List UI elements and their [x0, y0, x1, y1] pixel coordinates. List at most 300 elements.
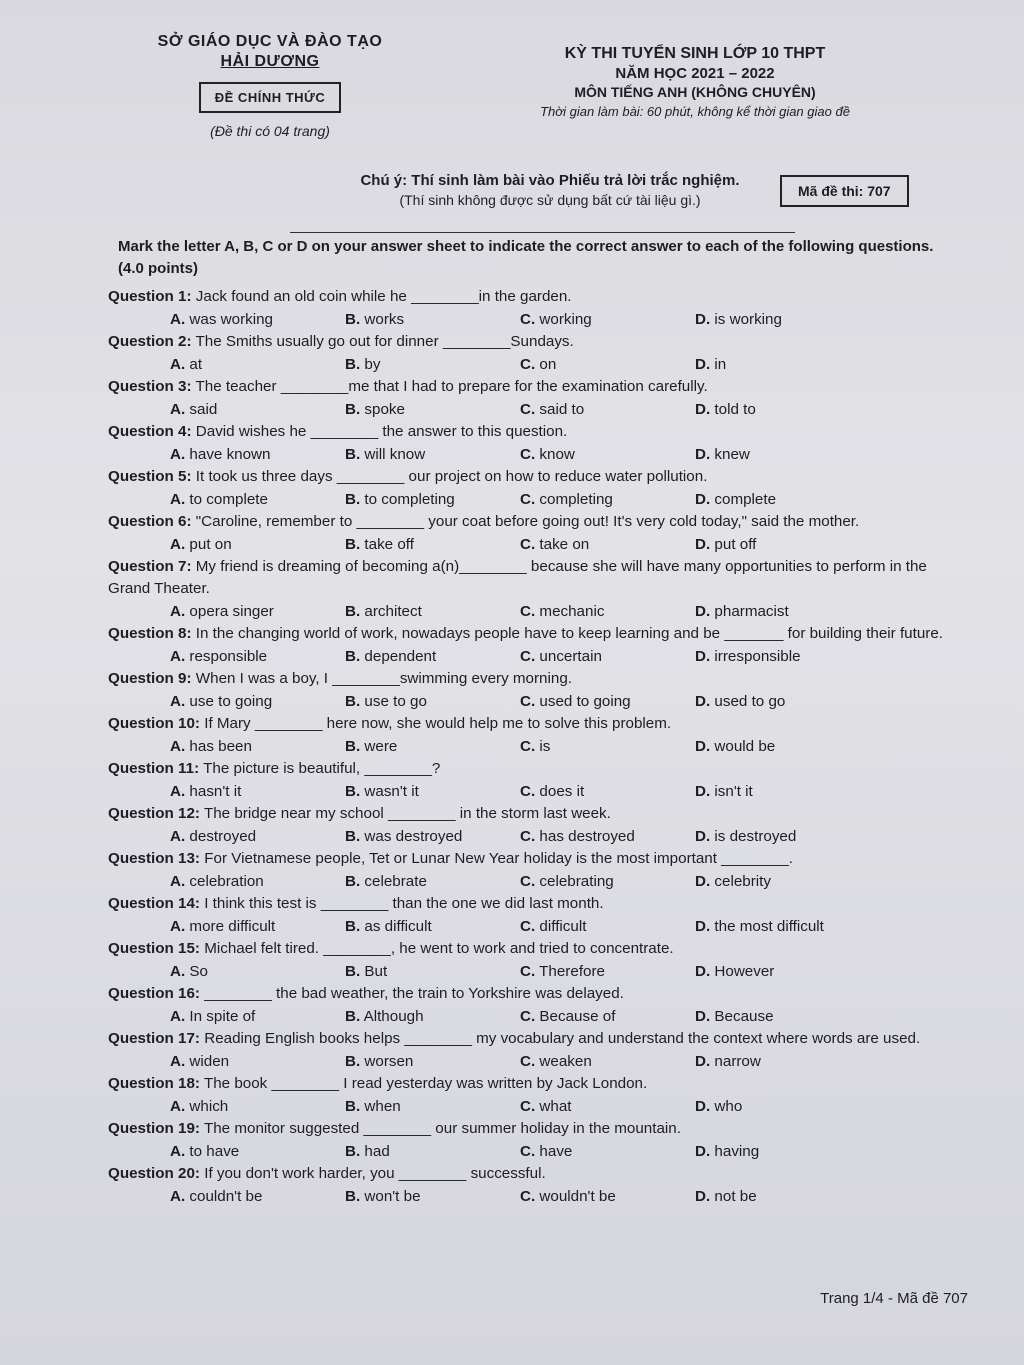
- question-text: I think this test is ________ than the one we did last month.: [204, 895, 604, 912]
- answer-option[interactable]: [345, 1140, 520, 1163]
- question-text: In the changing world of work, nowadays people have to keep learning and be _______ for building their future.: [195, 625, 944, 642]
- option-text: who: [714, 1098, 743, 1115]
- answer-option[interactable]: [695, 825, 870, 848]
- option-text: had: [364, 1143, 390, 1160]
- pages-note: (Đề thi có 04 trang): [210, 123, 330, 139]
- question-item: [108, 556, 968, 623]
- option-letter: A.: [170, 1053, 186, 1070]
- answer-option[interactable]: [695, 780, 870, 803]
- option-letter: D.: [695, 1143, 711, 1160]
- answer-options: [108, 1140, 968, 1163]
- option-letter: C.: [520, 603, 536, 620]
- option-text: responsible: [189, 648, 268, 665]
- option-text: complete: [714, 491, 777, 508]
- divider: [290, 232, 795, 233]
- option-letter: A.: [170, 648, 186, 665]
- question-number: Question 6:: [108, 513, 192, 530]
- option-letter: D.: [695, 828, 711, 845]
- option-text: the most difficult: [714, 918, 824, 935]
- option-text: know: [539, 446, 575, 463]
- answer-option[interactable]: [520, 443, 695, 466]
- option-letter: B.: [345, 693, 361, 710]
- option-letter: B.: [345, 1053, 361, 1070]
- answer-option[interactable]: [695, 443, 870, 466]
- option-letter: B.: [345, 738, 361, 755]
- question-number: Question 15:: [108, 940, 200, 957]
- option-letter: D.: [695, 1098, 711, 1115]
- notice-line-2: (Thí sinh không được sử dụng bất cứ tài liệu gì.): [399, 192, 701, 208]
- answer-option[interactable]: [520, 825, 695, 848]
- question-item: [108, 376, 968, 421]
- option-letter: B.: [345, 401, 361, 418]
- option-letter: A.: [170, 311, 186, 328]
- answer-option[interactable]: [345, 735, 520, 758]
- answer-options: [108, 533, 968, 556]
- option-letter: D.: [695, 1188, 711, 1205]
- answer-option[interactable]: [170, 690, 345, 713]
- answer-option[interactable]: [695, 1095, 870, 1118]
- option-letter: C.: [520, 1188, 536, 1205]
- answer-option[interactable]: [695, 915, 870, 938]
- option-letter: C.: [520, 783, 536, 800]
- option-letter: C.: [520, 828, 536, 845]
- option-text: as difficult: [364, 918, 432, 935]
- option-letter: B.: [345, 311, 361, 328]
- answer-option[interactable]: [520, 1140, 695, 1163]
- option-text: spoke: [364, 401, 405, 418]
- question-number: Question 1:: [108, 288, 192, 305]
- answer-options: [108, 735, 968, 758]
- option-text: take off: [364, 536, 414, 553]
- question-item: [108, 286, 968, 331]
- option-text: difficult: [539, 918, 587, 935]
- option-text: wouldn't be: [539, 1188, 616, 1205]
- option-text: Although: [363, 1008, 424, 1025]
- question-stem: [108, 466, 968, 488]
- option-text: by: [364, 356, 381, 373]
- answer-option[interactable]: [170, 1185, 345, 1208]
- question-item: [108, 803, 968, 848]
- question-number: Question 3:: [108, 378, 192, 395]
- option-text: put on: [189, 536, 232, 553]
- answer-option[interactable]: [170, 353, 345, 376]
- option-letter: C.: [520, 873, 536, 890]
- option-text: is: [539, 738, 551, 755]
- option-letter: A.: [170, 1098, 186, 1115]
- option-text: would be: [714, 738, 776, 755]
- option-text: is destroyed: [714, 828, 797, 845]
- option-letter: B.: [345, 873, 361, 890]
- answer-option[interactable]: [695, 690, 870, 713]
- answer-option[interactable]: [345, 1050, 520, 1073]
- answer-option[interactable]: [695, 533, 870, 556]
- answer-option[interactable]: [170, 960, 345, 983]
- option-letter: D.: [695, 918, 711, 935]
- option-text: told to: [714, 401, 756, 418]
- answer-option[interactable]: [170, 308, 345, 331]
- answer-option[interactable]: [520, 960, 695, 983]
- option-text: were: [364, 738, 398, 755]
- question-text: My friend is dreaming of becoming a(n)________ because she will have many opportunities to perform in the Grand Theater.: [108, 558, 927, 597]
- answer-option[interactable]: [170, 1005, 345, 1028]
- question-text: The teacher ________me that I had to prepare for the examination carefully.: [195, 378, 708, 395]
- answer-option[interactable]: [345, 1095, 520, 1118]
- answer-options: [108, 645, 968, 668]
- answer-option[interactable]: [695, 960, 870, 983]
- option-text: working: [539, 311, 592, 328]
- question-number: Question 12:: [108, 805, 200, 822]
- option-letter: B.: [345, 1008, 361, 1025]
- answer-options: [108, 780, 968, 803]
- option-letter: C.: [520, 918, 536, 935]
- option-letter: C.: [520, 446, 536, 463]
- page-footer: Trang 1/4 - Mã đề 707: [820, 1290, 968, 1307]
- answer-option[interactable]: [345, 690, 520, 713]
- answer-option[interactable]: [695, 1005, 870, 1028]
- notice-line-1: Chú ý: Thí sinh làm bài vào Phiếu trả lời trắc nghiệm.: [360, 172, 740, 189]
- question-number: Question 19:: [108, 1120, 200, 1137]
- instructions: Mark the letter A, B, C or D on your answer sheet to indicate the correct answer to each of the following questions. (4.0 points): [118, 238, 934, 277]
- answer-option[interactable]: [170, 915, 345, 938]
- answer-option[interactable]: [345, 353, 520, 376]
- question-stem: [108, 983, 968, 1005]
- option-text: said to: [539, 401, 585, 418]
- answer-option[interactable]: [520, 1005, 695, 1028]
- option-letter: D.: [695, 446, 711, 463]
- answer-option[interactable]: [520, 1185, 695, 1208]
- department-name: SỞ GIÁO DỤC VÀ ĐÀO TẠO: [157, 33, 383, 50]
- option-text: Because: [714, 1008, 774, 1025]
- option-letter: B.: [345, 603, 361, 620]
- option-text: celebrate: [364, 873, 427, 890]
- answer-option[interactable]: [345, 780, 520, 803]
- answer-options: [108, 870, 968, 893]
- option-letter: B.: [345, 446, 361, 463]
- option-text: have: [539, 1143, 573, 1160]
- question-text: Michael felt tired. ________, he went to work and tried to concentrate.: [204, 940, 674, 957]
- answer-options: [108, 488, 968, 511]
- answer-option[interactable]: [170, 1050, 345, 1073]
- option-letter: B.: [345, 783, 361, 800]
- option-letter: A.: [170, 356, 186, 373]
- option-text: worsen: [364, 1053, 414, 1070]
- answer-options: [108, 1185, 968, 1208]
- option-letter: C.: [520, 356, 536, 373]
- answer-option[interactable]: [170, 443, 345, 466]
- question-number: Question 10:: [108, 715, 200, 732]
- answer-option[interactable]: [170, 600, 345, 623]
- answer-option[interactable]: [345, 443, 520, 466]
- option-letter: A.: [170, 1143, 186, 1160]
- answer-option[interactable]: [520, 600, 695, 623]
- answer-option[interactable]: [520, 870, 695, 893]
- question-stem: [108, 376, 968, 398]
- question-stem: [108, 1118, 968, 1140]
- question-stem: [108, 286, 968, 308]
- answer-option[interactable]: [345, 915, 520, 938]
- option-text: at: [189, 356, 203, 373]
- option-text: architect: [364, 603, 422, 620]
- question-number: Question 2:: [108, 333, 192, 350]
- option-letter: A.: [170, 1008, 186, 1025]
- option-letter: B.: [345, 963, 361, 980]
- answer-option[interactable]: [170, 1095, 345, 1118]
- question-number: Question 17:: [108, 1030, 200, 1047]
- option-letter: A.: [170, 873, 186, 890]
- option-text: irresponsible: [714, 648, 801, 665]
- answer-option[interactable]: [695, 398, 870, 421]
- question-stem: [108, 713, 968, 735]
- option-text: narrow: [714, 1053, 761, 1070]
- answer-options: [108, 600, 968, 623]
- question-number: Question 4:: [108, 423, 192, 440]
- answer-option[interactable]: [170, 488, 345, 511]
- answer-option[interactable]: [170, 398, 345, 421]
- question-number: Question 20:: [108, 1165, 200, 1182]
- answer-options: [108, 353, 968, 376]
- option-letter: A.: [170, 783, 186, 800]
- question-text: If you don't work harder, you ________ successful.: [204, 1165, 546, 1182]
- option-letter: C.: [520, 648, 536, 665]
- option-letter: D.: [695, 401, 711, 418]
- answer-option[interactable]: [520, 488, 695, 511]
- answer-options: [108, 690, 968, 713]
- option-text: put off: [714, 536, 757, 553]
- question-stem: [108, 511, 968, 533]
- answer-option[interactable]: [345, 870, 520, 893]
- question-text: The monitor suggested ________ our summer holiday in the mountain.: [203, 1120, 681, 1137]
- question-number: Question 7:: [108, 558, 192, 575]
- option-letter: D.: [695, 1053, 711, 1070]
- school-year: NĂM HỌC 2021 – 2022: [615, 65, 775, 82]
- answer-option[interactable]: [345, 645, 520, 668]
- answer-option[interactable]: [520, 1050, 695, 1073]
- option-text: take on: [539, 536, 590, 553]
- answer-option[interactable]: [520, 533, 695, 556]
- question-item: [108, 848, 968, 893]
- answer-option[interactable]: [170, 870, 345, 893]
- option-text: in: [714, 356, 727, 373]
- option-text: couldn't be: [189, 1188, 263, 1205]
- option-text: was destroyed: [364, 828, 463, 845]
- answer-options: [108, 308, 968, 331]
- answer-option[interactable]: [170, 533, 345, 556]
- answer-options: [108, 443, 968, 466]
- official-label: ĐỀ CHÍNH THỨC: [199, 82, 341, 113]
- subject: MÔN TIẾNG ANH (KHÔNG CHUYÊN): [574, 84, 816, 100]
- answer-options: [108, 1005, 968, 1028]
- question-item: [108, 466, 968, 511]
- answer-option[interactable]: [520, 398, 695, 421]
- answer-option[interactable]: [345, 1185, 520, 1208]
- option-text: having: [714, 1143, 760, 1160]
- answer-option[interactable]: [695, 645, 870, 668]
- answer-options: [108, 398, 968, 421]
- option-text: to have: [189, 1143, 240, 1160]
- option-letter: C.: [520, 963, 536, 980]
- question-item: [108, 893, 968, 938]
- option-letter: C.: [520, 536, 536, 553]
- option-letter: A.: [170, 828, 186, 845]
- question-item: [108, 331, 968, 376]
- option-text: will know: [364, 446, 426, 463]
- option-letter: A.: [170, 1188, 186, 1205]
- answer-option[interactable]: [520, 780, 695, 803]
- question-stem: [108, 938, 968, 960]
- option-letter: A.: [170, 693, 186, 710]
- option-text: opera singer: [189, 603, 274, 620]
- question-stem: [108, 421, 968, 443]
- time-note: Thời gian làm bài: 60 phút, không kể thời gian giao đề: [540, 104, 850, 119]
- question-stem: [108, 803, 968, 825]
- option-text: uncertain: [539, 648, 602, 665]
- question-number: Question 9:: [108, 670, 192, 687]
- question-number: Question 5:: [108, 468, 192, 485]
- answer-option[interactable]: [170, 1140, 345, 1163]
- option-text: pharmacist: [714, 603, 789, 620]
- answer-option[interactable]: [345, 1005, 520, 1028]
- question-stem: [108, 1163, 968, 1185]
- option-letter: C.: [520, 1008, 536, 1025]
- option-letter: D.: [695, 693, 711, 710]
- option-text: not be: [714, 1188, 757, 1205]
- header-left: [150, 32, 390, 139]
- question-stem: [108, 331, 968, 353]
- answer-option[interactable]: [520, 690, 695, 713]
- option-text: But: [364, 963, 388, 980]
- option-text: However: [714, 963, 775, 980]
- question-stem: [108, 758, 968, 780]
- option-text: to completing: [364, 491, 455, 508]
- option-letter: B.: [345, 1143, 361, 1160]
- option-letter: A.: [170, 963, 186, 980]
- answer-option[interactable]: [520, 353, 695, 376]
- option-letter: D.: [695, 1008, 711, 1025]
- answer-option[interactable]: [695, 735, 870, 758]
- question-stem: [108, 623, 968, 645]
- answer-option[interactable]: [345, 825, 520, 848]
- option-text: does it: [539, 783, 585, 800]
- question-text: The Smiths usually go out for dinner ________Sundays.: [195, 333, 574, 350]
- option-text: In spite of: [189, 1008, 256, 1025]
- question-text: When I was a boy, I ________swimming every morning.: [195, 670, 572, 687]
- option-letter: B.: [345, 648, 361, 665]
- option-text: isn't it: [714, 783, 753, 800]
- answer-option[interactable]: [695, 1185, 870, 1208]
- answer-option[interactable]: [695, 308, 870, 331]
- option-text: said: [189, 401, 218, 418]
- question-item: [108, 668, 968, 713]
- answer-option[interactable]: [695, 600, 870, 623]
- answer-option[interactable]: [345, 308, 520, 331]
- option-letter: D.: [695, 603, 711, 620]
- option-letter: B.: [345, 1098, 361, 1115]
- option-letter: B.: [345, 1188, 361, 1205]
- option-text: So: [189, 963, 208, 980]
- option-letter: D.: [695, 356, 711, 373]
- option-letter: D.: [695, 648, 711, 665]
- option-text: which: [189, 1098, 229, 1115]
- question-text: Reading English books helps ________ my vocabulary and understand the context where words are used.: [204, 1030, 921, 1047]
- question-text: "Caroline, remember to ________ your coat before going out! It's very cold today," said the mother.: [195, 513, 860, 530]
- question-item: [108, 758, 968, 803]
- option-text: wasn't it: [364, 783, 419, 800]
- answer-option[interactable]: [170, 645, 345, 668]
- question-item: [108, 1073, 968, 1118]
- answer-options: [108, 825, 968, 848]
- option-letter: C.: [520, 738, 536, 755]
- option-text: to complete: [189, 491, 268, 508]
- answer-option[interactable]: [520, 915, 695, 938]
- answer-option[interactable]: [695, 353, 870, 376]
- answer-option[interactable]: [695, 1050, 870, 1073]
- answer-option[interactable]: [695, 870, 870, 893]
- option-text: weaken: [539, 1053, 592, 1070]
- question-item: [108, 1028, 968, 1073]
- answer-options: [108, 1095, 968, 1118]
- option-text: use to going: [189, 693, 273, 710]
- option-text: more difficult: [189, 918, 276, 935]
- answer-option[interactable]: [345, 398, 520, 421]
- answer-option[interactable]: [345, 600, 520, 623]
- answer-option[interactable]: [520, 308, 695, 331]
- question-text: It took us three days ________ our project on how to reduce water pollution.: [195, 468, 708, 485]
- question-text: If Mary ________ here now, she would help me to solve this problem.: [204, 715, 672, 732]
- option-letter: D.: [695, 963, 711, 980]
- province-name: HẢI DƯƠNG: [220, 53, 320, 70]
- answer-option[interactable]: [170, 780, 345, 803]
- option-text: celebration: [189, 873, 264, 890]
- answer-options: [108, 915, 968, 938]
- notice: [320, 172, 780, 208]
- question-stem: [108, 1028, 968, 1050]
- answer-option[interactable]: [520, 645, 695, 668]
- option-text: used to go: [714, 693, 786, 710]
- question-stem: [108, 848, 968, 870]
- question-number: Question 14:: [108, 895, 200, 912]
- option-letter: D.: [695, 311, 711, 328]
- option-text: has destroyed: [539, 828, 635, 845]
- option-letter: D.: [695, 783, 711, 800]
- answer-option[interactable]: [520, 1095, 695, 1118]
- question-text: The bridge near my school ________ in the storm last week.: [203, 805, 611, 822]
- answer-option[interactable]: [170, 825, 345, 848]
- answer-option[interactable]: [520, 735, 695, 758]
- option-text: what: [539, 1098, 572, 1115]
- option-letter: C.: [520, 401, 536, 418]
- option-text: won't be: [364, 1188, 421, 1205]
- option-text: use to go: [364, 693, 427, 710]
- answer-option[interactable]: [345, 488, 520, 511]
- question-text: Jack found an old coin while he ________in the garden.: [195, 288, 572, 305]
- option-letter: A.: [170, 446, 186, 463]
- answer-option[interactable]: [695, 488, 870, 511]
- option-letter: B.: [345, 356, 361, 373]
- answer-option[interactable]: [345, 960, 520, 983]
- question-list: [108, 286, 968, 1208]
- answer-option[interactable]: [345, 533, 520, 556]
- option-text: knew: [714, 446, 750, 463]
- option-letter: C.: [520, 1098, 536, 1115]
- question-item: [108, 511, 968, 556]
- question-number: Question 11:: [108, 760, 200, 777]
- answer-option[interactable]: [695, 1140, 870, 1163]
- question-item: [108, 1163, 968, 1208]
- option-letter: C.: [520, 693, 536, 710]
- option-text: have known: [189, 446, 271, 463]
- answer-option[interactable]: [170, 735, 345, 758]
- question-text: For Vietnamese people, Tet or Lunar New Year holiday is the most important ________.: [204, 850, 793, 867]
